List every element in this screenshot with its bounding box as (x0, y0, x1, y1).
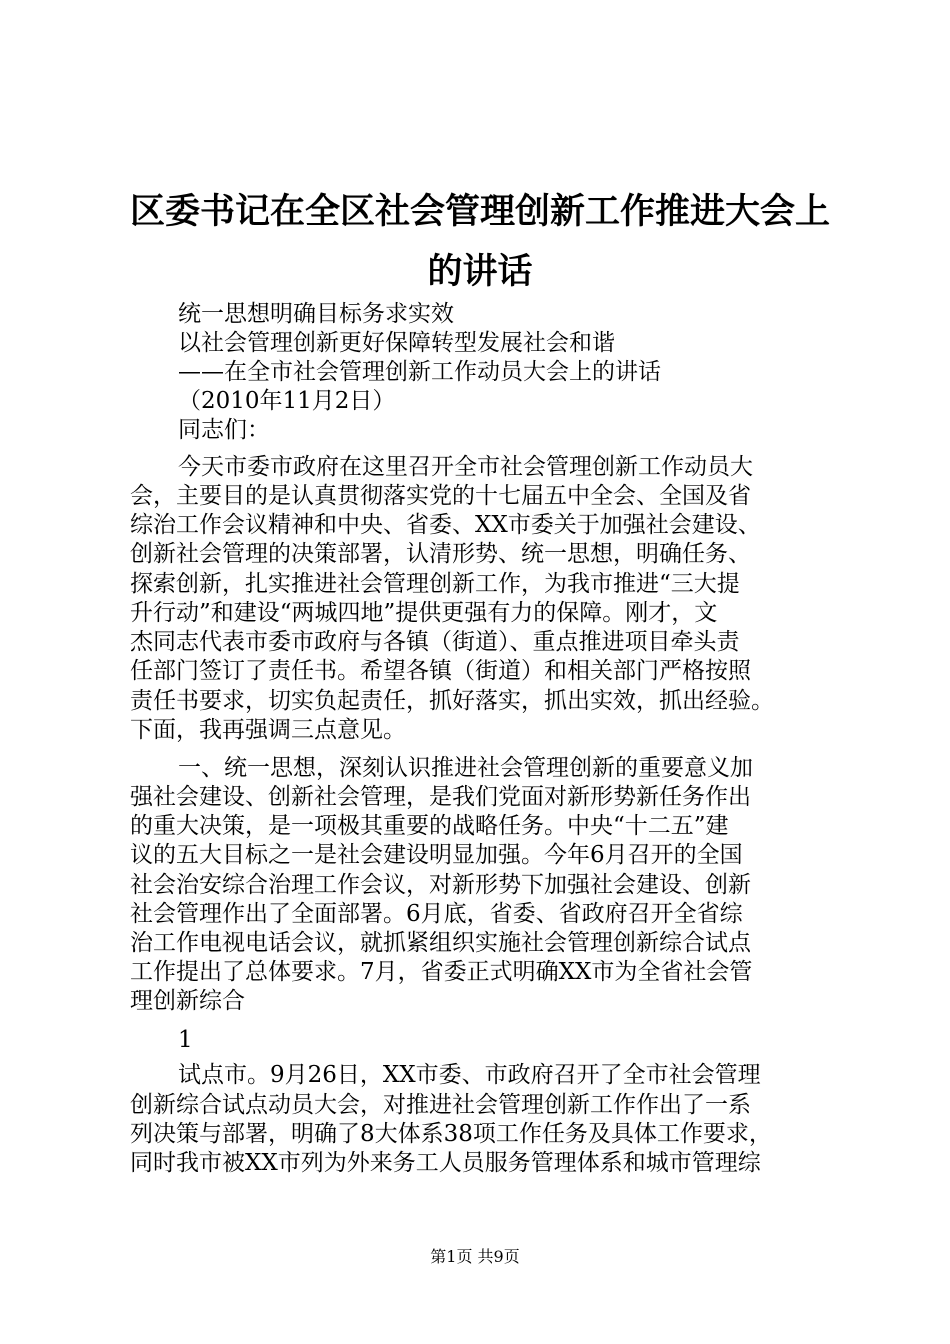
body-line: 的重大决策，是一项极其重要的战略任务。中央“十二五”建 (130, 813, 729, 839)
body-line: （2010年11月2日） (178, 388, 396, 414)
body-line: ——在全市社会管理创新工作动员大会上的讲话 (178, 359, 661, 385)
body-line: 升行动”和建设“两城四地”提供更强有力的保障。刚才，文 (130, 600, 718, 626)
body-line: 下面，我再强调三点意见。 (130, 717, 406, 743)
body-line: 社会治安综合治理工作会议，对新形势下加强社会建设、创新 (130, 872, 751, 898)
document-title-line-1: 区委书记在全区社会管理创新工作推进大会上 (129, 192, 830, 232)
body-line: 工作提出了总体要求。7月，省委正式明确XX市为全省社会管 (130, 959, 753, 985)
body-line: 同志们： (178, 417, 270, 443)
body-line: 创新社会管理的决策部署，认清形势、统一思想，明确任务、 (130, 541, 751, 567)
body-line: 综治工作会议精神和中央、省委、XX市委关于加强社会建设、 (130, 512, 761, 538)
body-line: 治工作电视电话会议，就抓紧组织实施社会管理创新综合试点 (130, 930, 751, 956)
body-line: 任部门签订了责任书。希望各镇（街道）和相关部门严格按照 (130, 658, 751, 684)
body-line: 社会管理作出了全面部署。6月底，省委、省政府召开全省综 (130, 901, 743, 927)
body-line: 一、统一思想，深刻认识推进社会管理创新的重要意义加 (178, 755, 753, 781)
body-line: 统一思想明确目标务求实效 (178, 301, 454, 327)
body-line: 今天市委市政府在这里召开全市社会管理创新工作动员大 (178, 454, 753, 480)
body-line: 同时我市被XX市列为外来务工人员服务管理体系和城市管理综 (130, 1150, 761, 1176)
body-line: 理创新综合 (130, 988, 245, 1014)
body-line: 杰同志代表市委市政府与各镇（街道）、重点推进项目牵头责 (130, 629, 740, 655)
body-line: 探索创新，扎实推进社会管理创新工作，为我市推进“三大提 (130, 571, 740, 597)
body-line: 1 (178, 1027, 193, 1053)
page-footer: 第1页 共9页 (430, 1247, 520, 1266)
document-title-line-2: 的讲话 (427, 252, 533, 292)
body-line: 列决策与部署，明确了8大体系38项工作任务及具体工作要求， (130, 1121, 772, 1147)
body-line: 责任书要求，切实负起责任，抓好落实，抓出实效，抓出经验。 (130, 688, 774, 714)
body-line: 议的五大目标之一是社会建设明显加强。今年6月召开的全国 (130, 842, 743, 868)
body-line: 创新综合试点动员大会，对推进社会管理创新工作作出了一系 (130, 1092, 751, 1118)
body-line: 试点市。9月26日，XX市委、市政府召开了全市社会管理 (178, 1062, 761, 1088)
body-line: 会，主要目的是认真贯彻落实党的十七届五中全会、全国及省 (130, 483, 751, 509)
body-line: 以社会管理创新更好保障转型发展社会和谐 (178, 330, 615, 356)
body-line: 强社会建设、创新社会管理，是我们党面对新形势新任务作出 (130, 784, 751, 810)
